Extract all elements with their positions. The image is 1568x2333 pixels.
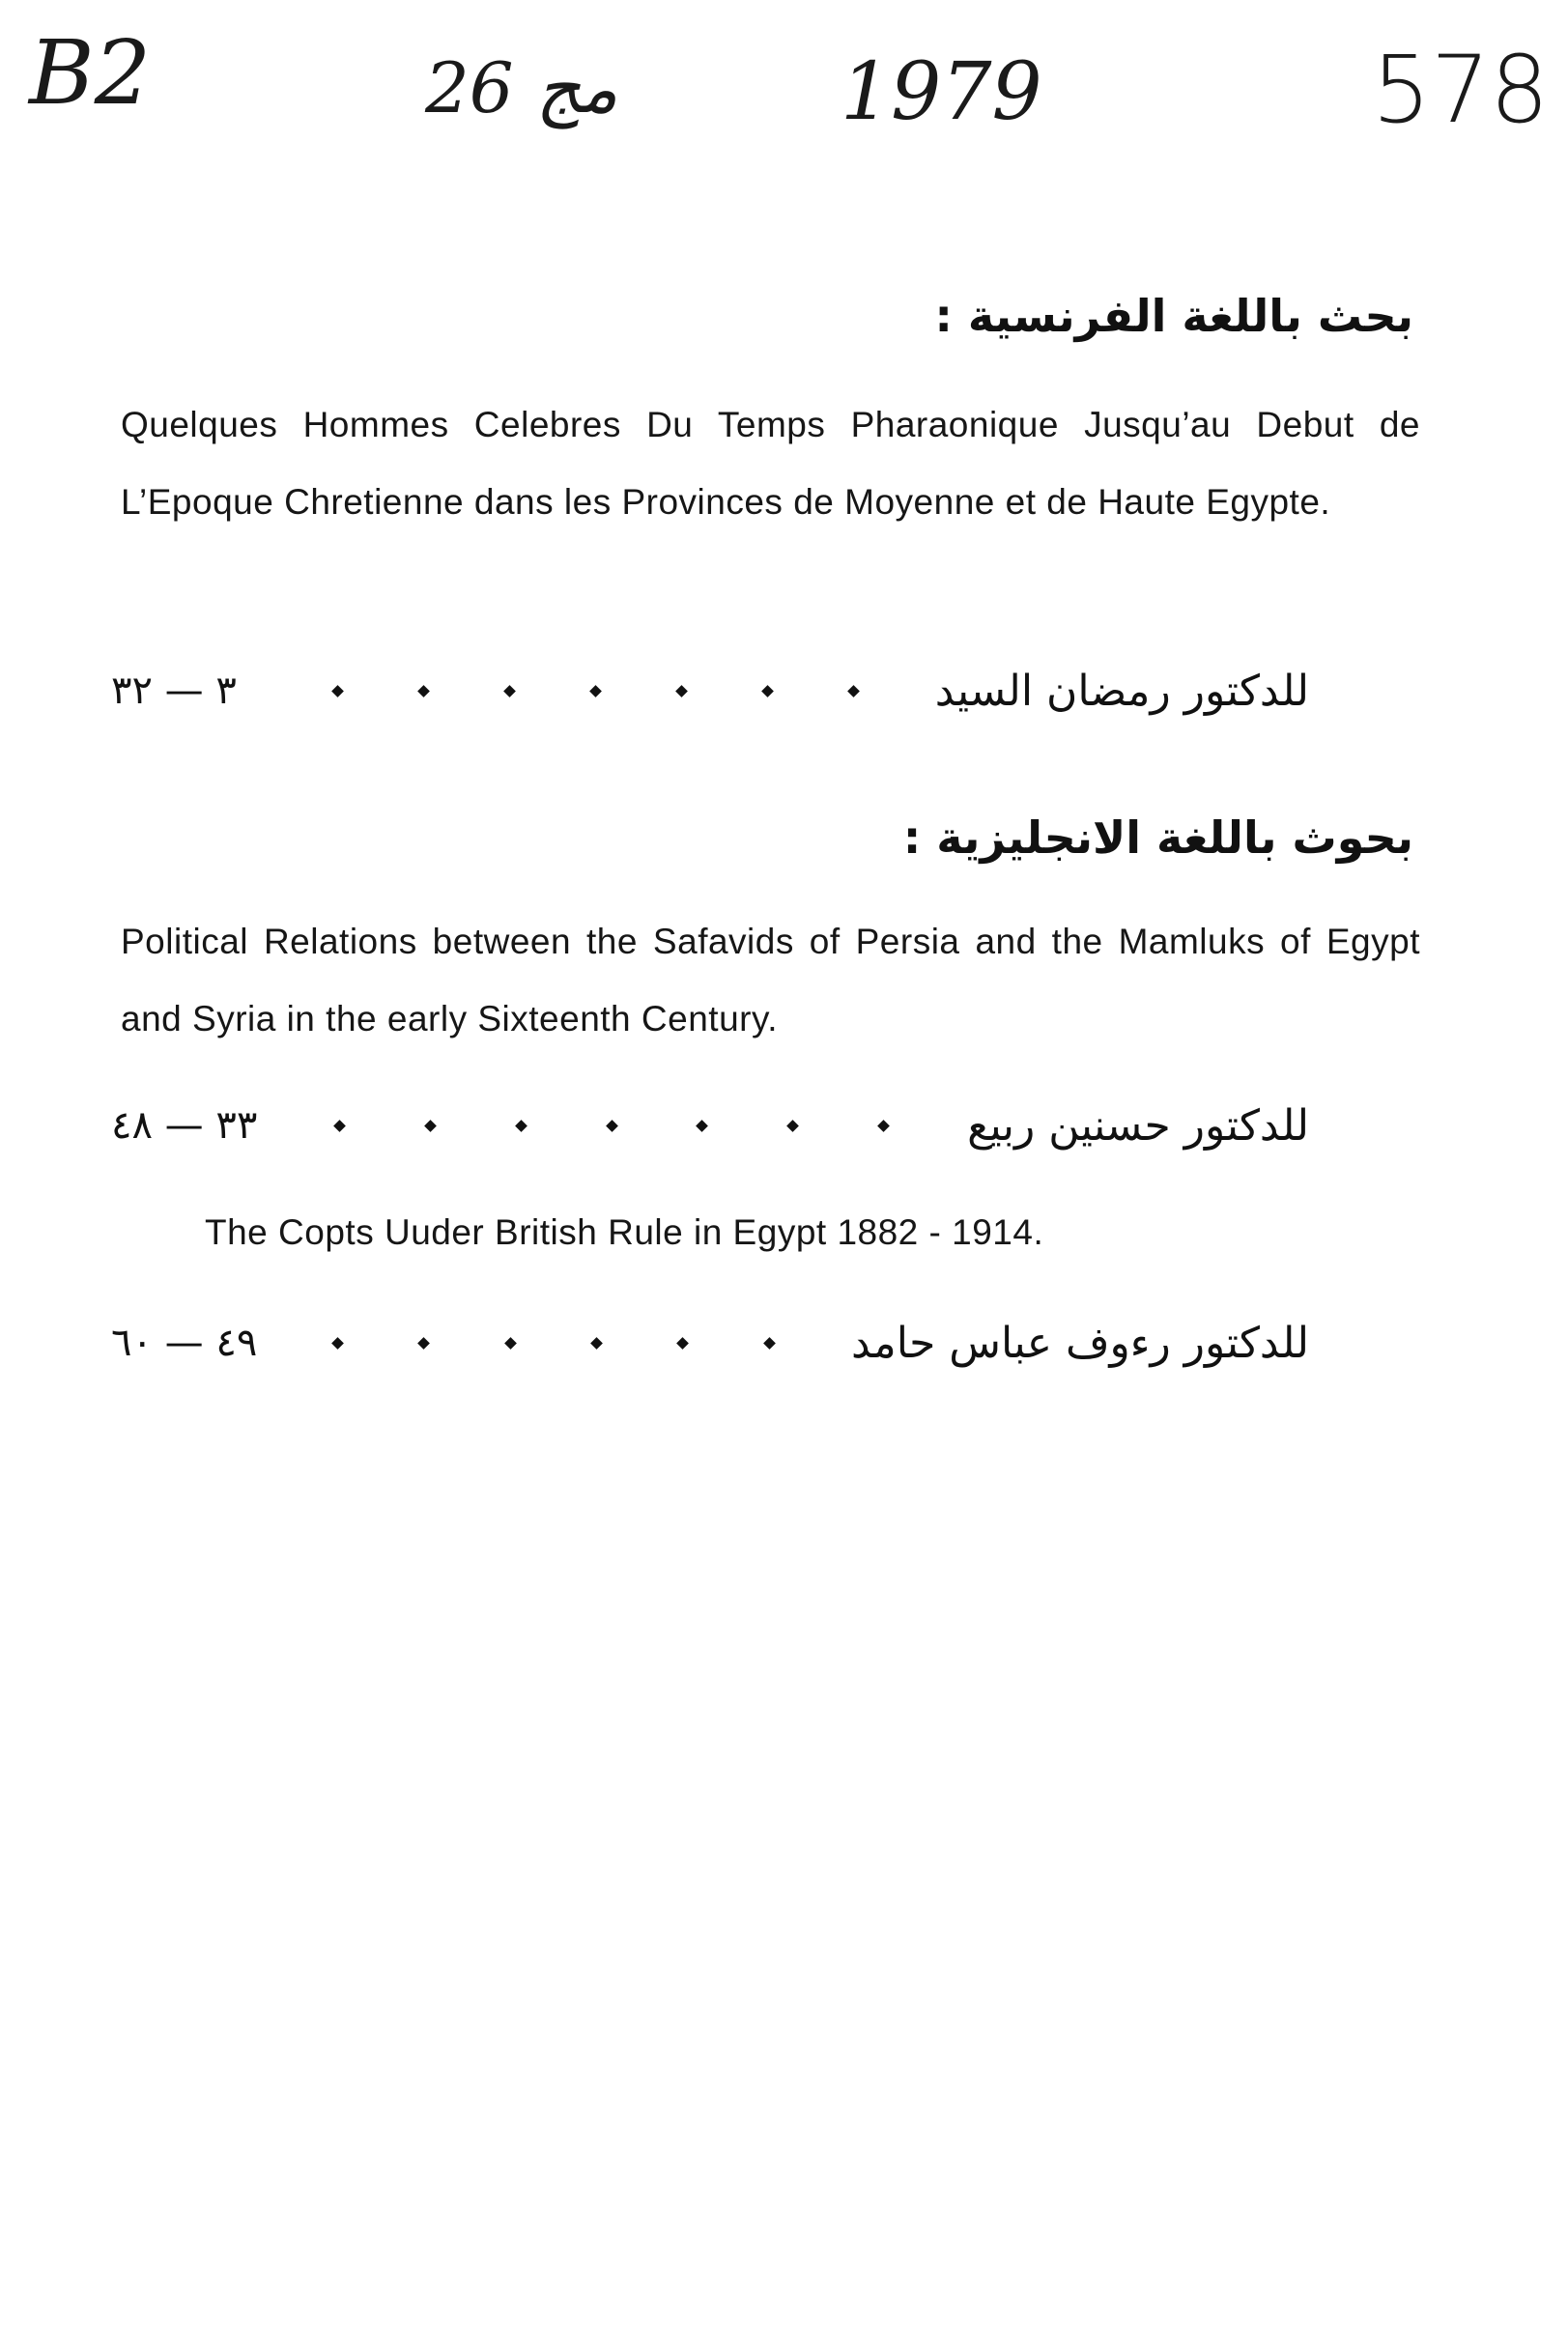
- french-section-title: بحث باللغة الفرنسية :: [934, 290, 1413, 342]
- author-name: للدكتور رءوف عباس حامد: [851, 1318, 1309, 1368]
- page-range: ٤٩ — ٦٠: [111, 1321, 258, 1365]
- english-section-title: بحوث باللغة الانجليزية :: [902, 811, 1413, 864]
- dot-leader: [275, 1122, 967, 1130]
- dot-leader: [275, 687, 935, 696]
- toc-entry-english-2: [111, 1314, 1309, 1372]
- author-name: للدكتور حسنين ربيع: [967, 1100, 1309, 1151]
- handwritten-volume: 26 مج: [425, 47, 618, 128]
- handwritten-page-number: 578: [1372, 36, 1550, 144]
- english-article-title: Political Relations between the Safavids of Persia and the Mamluks of Egypt and Syria in the early Sixteenth Century.: [121, 922, 1420, 1038]
- author-name: للدكتور رمضان السيد: [934, 666, 1309, 716]
- dot-leader: [275, 1339, 851, 1348]
- handwritten-year: 1979: [841, 46, 1042, 138]
- french-article-title: Quelques Hommes Celebres Du Temps Pharaonique Jusqu’au Debut de L’Epoque Chretienne dans les Provinces de Moyenne et de Haute Egypte.: [121, 405, 1420, 522]
- page-range: ٣ — ٣٢: [111, 669, 237, 713]
- english-article-title: The Copts Uuder British Rule in Egypt 1882 - 1914.: [205, 1212, 1044, 1252]
- handwritten-code: B2: [29, 21, 152, 125]
- page-range: ٣٣ — ٤٨: [111, 1103, 258, 1148]
- toc-entry-english-1: [111, 1096, 1309, 1154]
- toc-entry-french: [111, 662, 1309, 720]
